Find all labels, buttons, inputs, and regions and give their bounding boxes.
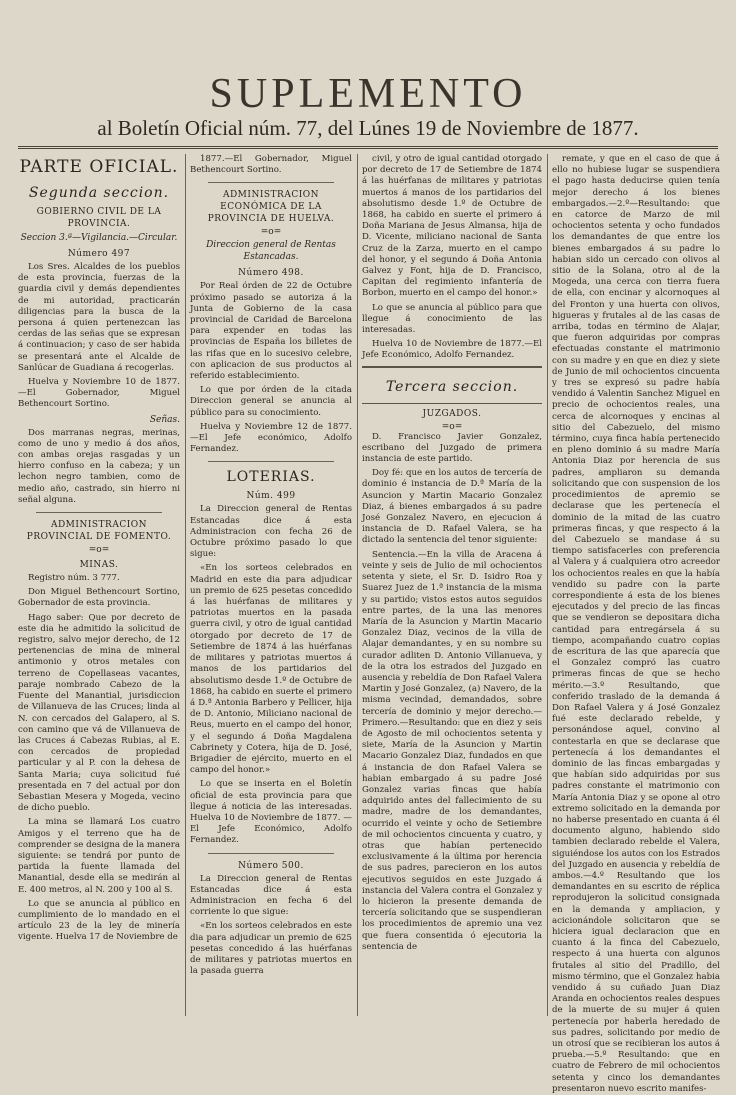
circular-heading: Seccion 3.ª—Vigilancia.—Circular. bbox=[20, 233, 178, 243]
paragraph: Lo que por órden de la citada Direccion general se anuncia al público para su conocimiento. bbox=[190, 385, 352, 418]
paragraph: Por Real órden de 22 de Octubre próximo pasado se autoriza á la Junta de Gobierno de la casa provincial de Caridad de Barcelona para expender en todas las provincias de España los billetes de las rifas que en lo sucesivo celebre, con aplicacion de sus productos al referido establecimiento. bbox=[190, 281, 352, 382]
paragraph: Dos marranas negras, merinas, como de uno y medio á dos años, con ambas orejas rasgadas y un hierro confuso en la cabeza; y un lechon negro tambien, como de medio año, castrado, sin hierro ni señal alguna. bbox=[18, 427, 180, 505]
paragraph: La Direccion general de Rentas Estancadas dice á esta Administracion en fecha 6 del corriente lo que sigue: bbox=[190, 873, 352, 918]
divider bbox=[208, 853, 334, 854]
ornament: =o= bbox=[88, 545, 110, 556]
divider bbox=[36, 512, 162, 513]
loterias-heading: LOTERIAS. bbox=[226, 469, 316, 486]
paragraph: La Direccion general de Rentas Estancadas dice á esta Administracion con fecha 26 de Octubre próximo pasado lo que sigue: bbox=[190, 504, 352, 560]
paragraph: Lo que se anuncia al público para que llegue á conocimiento de las interesadas. bbox=[362, 302, 542, 336]
paragraph: Don Miguel Bethencourt Sortino, Gobernador de esta provincia. bbox=[18, 587, 180, 609]
paragraph: civil, y otro de igual cantidad otorgado por decreto de 17 de Setiembre de 1874 á las huérfanas de militares y patriotas muertos á manos de los partidarios del absolutismo desde 1.º de Octubre de 1868, ha cabido en suerte el primero á Doña Mariana de Jesus Almansa, hija de D. Vicente, miliciano nacional de Santa Cruz de la Zarza, muerto en el campo del honor, y el segundo á Doña Antonia Galvez y Font, hija de D. Francisco, Capitan del regimiento infantería de Borbon, muerto en el campo del honor.» bbox=[362, 154, 542, 299]
minas-heading: MINAS. bbox=[79, 560, 119, 571]
numero-label: Núm. 499 bbox=[246, 491, 296, 502]
column-4 bbox=[552, 154, 720, 1094]
paragraph: Lo que se inserta en el Boletín oficial de esta provincia para que llegue á noticia de las interesadas. Huelva 10 de Noviembre de 1877. —El Jefe Económico, Adolfo Fernandez. bbox=[190, 779, 352, 846]
masthead-title: SUPLEMENTO bbox=[209, 71, 527, 117]
senas-heading: Señas. bbox=[149, 414, 180, 425]
column-rule bbox=[547, 154, 548, 1016]
ornament: =o= bbox=[441, 421, 463, 432]
paragraph: La mina se llamará Los cuatro Amigos y el terreno que ha de comprender se designa de la manera siguiente: se tendrá por punto de partida la fuente llamada del Manantial, desde ella se medirán al E. 400 metros, al N. 200 y 100 al S. bbox=[18, 817, 180, 895]
divider bbox=[208, 182, 334, 183]
paragraph: D. Francisco Javier Gonzalez, escribano del Juzgado de primera instancia de este partido. bbox=[362, 431, 542, 465]
paragraph: «En los sorteos celebrados en Madrid en este dia para adjudicar un premio de 625 pesetas concedido á las huérfanas de militares y patriotas muertos en la pasada guerra civil, y otro de igual cantidad otorgado por decreto de 17 de Setiembre de 1874 á las huérfanas de militares y patriotas muertos á manos de los partidarios del absolutismo desde 1.º de Octubre de 1868, ha cabido en suerte el primero á D.ª Antonia Barbero y Pellicer, hija de D. Antonio, Miliciano nacional de Reus, muerto en el campo del honor, y el segundo á Doña Magdalena Cabrinety y Cotera, hija de D. José, Brigadier de ejército, muerto en el campo del honor.» bbox=[190, 563, 352, 776]
juzgados-heading: JUZGADOS. bbox=[422, 408, 482, 419]
paragraph: 1877.—El Gobernador, Miguel Bethencourt Sortino. bbox=[190, 154, 352, 176]
paragraph: Sentencia.—En la villa de Aracena á veinte y seis de Julio de mil ochocientos setenta y siete, el Sr. D. Isidro Roa y Suarez Juez de 1.ª instancia de la misma y su partido; vistos estos autos seguidos entre partes, de la una las menores María de la Asuncion y Martin Macario Gonzalez Diaz, vecinos de la villa de Alajar demandantes, y en su nombre su curador adliten D. Antonio Villanueva, y de la otra los estrados del Juzgado en ausencia y rebeldía de Don Rafael Valera Martin y José Gonzalez, (a) Navero, de la misma vecindad, demandados, sobre tercería de dominio y mejor derecho.—Primero.—Resultando: que en diez y seis de Agosto de mil ochocientos setenta y siete, María de la Asuncion y Martin Macario Gonzalez Diaz, fundados en que á instancia de don Rafael Valera se habian embargado á su padre José Gonzalez varias fincas que había adquirido antes del fallecimiento de su madre, madre de los demandantes, ocurrido el veinte y ocho de Setiembre de mil ochocientos cincuenta y cuatro, y otras que habían pertenecido exclusivamente á la última por herencia de sus padres, parecieron en los autos ejecutivos seguidos en este Juzgado á instancia del Valera contra el Gonzalez y lo hicieron la presente demanda de tercería solicitando que se suspendieran los procedimientos de apremio una vez que fuera consentida ó ejecutoria la sentencia de bbox=[362, 549, 542, 952]
column-3 bbox=[362, 154, 542, 1020]
paragraph: Doy fé: que en los autos de tercería de dominio é instancia de D.ª María de la Asuncion y Martin Macario Gonzalez Diaz, á bienes embargados á su padre José Gonzalez Navero, en ejecucion á instancia de D. Rafael Valera, se ha dictado la sentencia del tenor siguiente: bbox=[362, 468, 542, 546]
tercera-seccion-box bbox=[362, 366, 542, 404]
column-rule bbox=[357, 154, 358, 1016]
divider bbox=[208, 461, 334, 462]
admin-fomento-heading: ADMINISTRACION PROVINCIAL DE FOMENTO. bbox=[26, 520, 172, 543]
column-2 bbox=[190, 154, 352, 1020]
parte-oficial-heading: PARTE OFICIAL. bbox=[19, 157, 179, 177]
direccion-heading: Direccion general de Rentas Estancadas. bbox=[206, 240, 336, 263]
column-1 bbox=[18, 154, 180, 1020]
numero-label: Número 498. bbox=[238, 268, 304, 279]
paragraph: «En los sorteos celebrados en este dia para adjudicar un premio de 625 pesetas concedido á las huérfanas de militares y patriotas muertos en la pasada guerra bbox=[190, 921, 352, 977]
paragraph: Lo que se anuncia al público en cumplimiento de lo mandado en el artículo 23 de la ley de minería vigente. Huelva 17 de Noviembre de bbox=[18, 898, 180, 943]
admin-economica-heading: ADMINISTRACION ECONÓMICA DE LA PROVINCIA DE HUELVA. bbox=[207, 190, 335, 225]
paragraph: Huelva y Noviembre 12 de 1877.—El Jefe económico, Adolfo Fernandez. bbox=[190, 421, 352, 455]
gobierno-heading: GOBIERNO CIVIL DE LA PROVINCIA. bbox=[36, 207, 162, 229]
paragraph: Huelva 10 de Noviembre de 1877.—El Jefe Económico, Adolfo Fernandez. bbox=[362, 339, 542, 361]
numero-label: Número 497 bbox=[67, 249, 131, 259]
paragraph: Registro núm. 3 777. bbox=[28, 573, 120, 584]
header-rule bbox=[18, 146, 718, 149]
paragraph: Los Sres. Alcaldes de los pueblos de esta provincia, fuerzas de la guardia civil y demás dependientes de mi autoridad, practicarán diligencias para la busca de la persona á quien pertenezcan las cerdas de las señas que se expresan á continuacion; y caso de ser habida se presentará ante el Alcalde de Sanlúcar de Guadiana á recogerlas. bbox=[18, 262, 180, 373]
paragraph: Huelva y Noviembre 10 de 1877.—El Gobernador, Miguel Bethencourt Sortino. bbox=[18, 377, 180, 410]
tercera-seccion-heading: Tercera seccion. bbox=[385, 378, 519, 395]
paragraph: remate, y que en el caso de que á ello no hubiese lugar se suspendiera el pago hasta deducirse quien tenía mejor derecho á los bienes embargados.—2.º—Resultando: que en catorce de Marzo de mil ochocientos setenta y ocho fundados los demandantes de que entre los bienes embargados á su padre lo habian sido un cercado con olivos al sitio de la Solana, otro al de la Mogeda, una cerca con tierra fuera de ella, con encinar y alcornoques al del Fronton y una huerta con olivos, higueras y frutales al de las casas de arriba, todas en término de Alajar, que fueron adquiridas por compras efectuadas constante el matrimonio con su madre y en que en diez y siete de Junio de mil ochocientos cincuenta y tres se expresó su padre había vendido á Valentin Sanchez Miguel en precio de ochocientos reales, una cerca de alcornoques y encinas al sitio del Cabezuelo, del mismo término, cuya finca había pertenecido en pleno dominio á su madre María Antonia Diaz por herencia de sus padres, ampliaron su demanda solicitando que con suspension de los procedimientos de apremio se declarase que les pertenecía el dominio de la mitad de las cuatro primeras fincas, y que respecto á la del Cabezuelo se mandase á su tiempo satisfacerles con preferencia al Valera y á cualquiera otro acreedor los ochocientos reales en que la había vendido su padre con la parte correspondiente á esta de los bienes ejecutados y del precio de las fincas que se vendieron se depositara dicha cantidad para entregársela á su tiempo, acompañando cuatro copias de escritura de las que aparecía que el Gonzalez compró las cuatro primeras fincas de que se hecho mérito.—3.º Resultando, que conferido traslado de la demanda á Don Rafael Valera y á José Gonzalez fué este declarado rebelde, y personándose aquel, convino al contestarla en que se declarase que pertenecía á los demandantes el dominio de las fincas embargadas y que habían sido adquiridas por sus padres constante el matrimonio con María Antonia Diaz y se opone al otro extremo solicitado en la demanda por no haberse presentado en cuanta á él documento alguno, habiendo sido tambien declarado rebelde el Valera, siguiéndose los autos con los Estrados del Juzgado en ausencia y rebeldía de ambos.—4.º Resultando que los demandantes en su escrito de réplica reprodujeron la solicitud consignada en la demanda y ampliacion, y acicionándole solicitaron que se hiciera igual declaracion que en cuanto á la finca del Cabezuelo, respecto á una huerta con algunos frutales al sitio del Pradillo, del mismo término, que el Gonzalez habia vendido á su cuñado Juan Diaz Aranda en ochocientos reales despues de la muerte de su mujer á quien pertenecía por haberla heredado de sus padres, solicitando por medio de un otrosí que se recibieran los autos á prueba.—5.º Resultando: que en cuatro de Febrero de mil ochocientos setenta y cinco los demandantes presentaron nuevo escrito manifes- bbox=[552, 154, 720, 1094]
numero-label: Número 500. bbox=[238, 860, 304, 871]
ornament: =o= bbox=[260, 227, 282, 238]
column-rule bbox=[185, 154, 186, 1016]
seccion-heading: Segunda seccion. bbox=[28, 185, 170, 201]
paragraph: Hago saber: Que por decreto de este dia he admitido la solicitud de registro, salvo mejor derecho, de 12 pertenencias de mina de mineral antimonio y otros metales con terreno de Copellaseas vacantes, paraje nombrado Cabezo de la Fuente del Manantial, jurisdiccion de Villanueva de las Cruces; linda al N. con cercados del Galapero, al S. con camino que vá de Villanueva de las Cruces á Cabezas Rubias, al E. con cercados de propiedad particular y al P. con la dehesa de Santa Maria; cuya solicitud fué presentada en 7 del actual por don Sebastian Mesera y Mogeda, vecino de dicho pueblo. bbox=[18, 612, 180, 814]
masthead-subtitle: al Boletín Oficial núm. 77, del Lúnes 19 de Noviembre de 1877. bbox=[97, 116, 639, 140]
